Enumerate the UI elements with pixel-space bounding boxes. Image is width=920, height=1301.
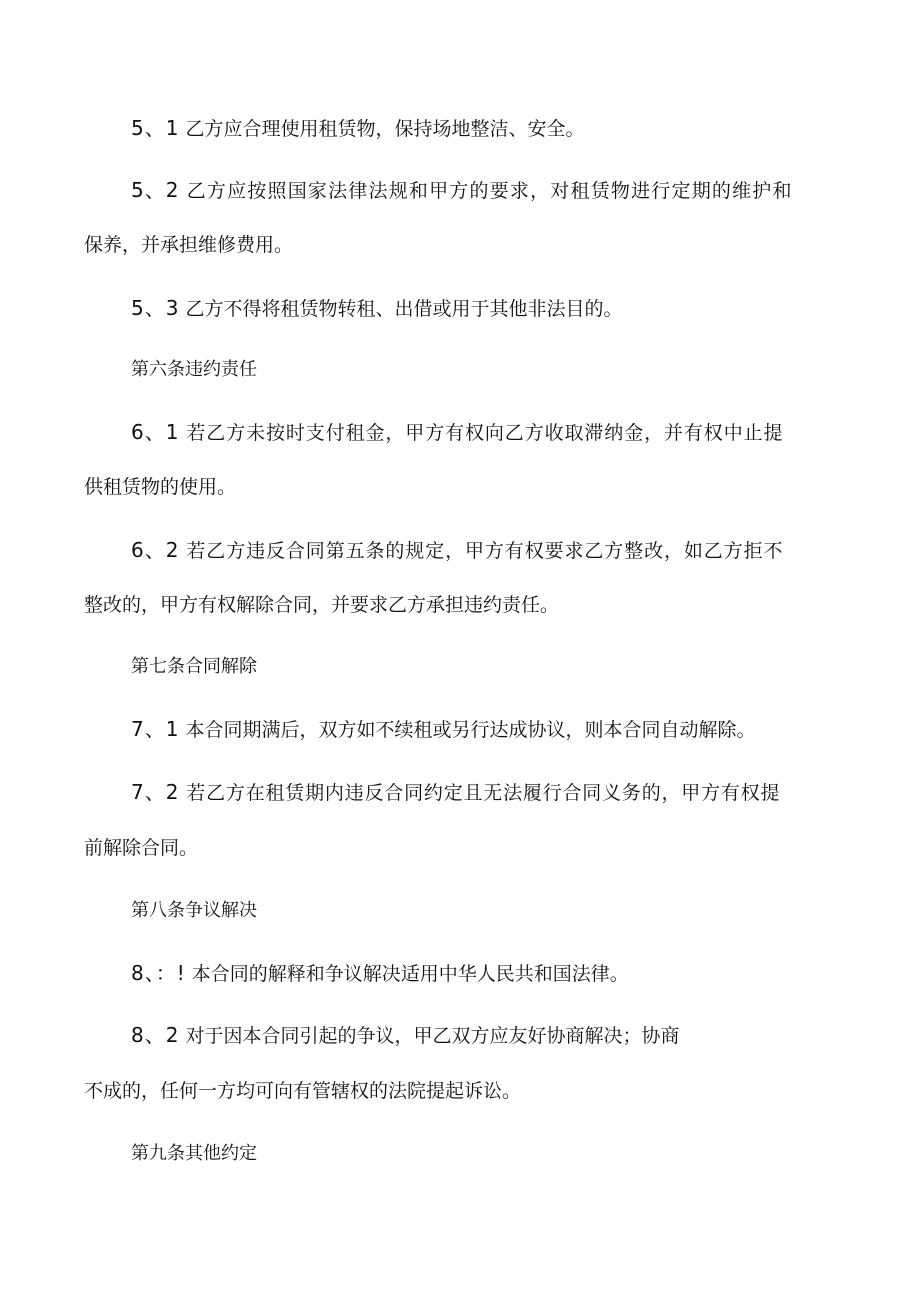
clause-7-1 xyxy=(131,714,756,745)
article-9-heading: 第九条其他约定 xyxy=(131,1143,257,1164)
clause-6-1 xyxy=(131,417,783,448)
clause-number: 6、1 xyxy=(131,420,180,444)
clause-text: 对于因本合同引起的争议，甲乙双方应友好协商解决；协商 xyxy=(185,1025,680,1047)
clause-number: 5、2 xyxy=(131,178,180,202)
clause-text: 若乙方违反合同第五条的规定，甲方有权要求乙方整改，如乙方拒不 xyxy=(186,540,784,562)
clause-number: 6、2 xyxy=(131,538,180,562)
clause-5-1 xyxy=(131,113,585,144)
clause-number: 5、3 xyxy=(131,296,180,320)
clause-8-2 xyxy=(131,1020,680,1051)
clause-5-3 xyxy=(131,293,623,324)
clause-6-2-continuation xyxy=(84,590,559,620)
clause-8-1 xyxy=(131,958,629,989)
clause-text: 前解除合同。 xyxy=(84,837,199,859)
clause-number: 8、：! xyxy=(131,961,186,985)
clause-8-2-continuation xyxy=(84,1076,521,1106)
clause-number: 5、1 xyxy=(131,116,180,140)
clause-number: 8、2 xyxy=(131,1023,180,1047)
clause-text: 乙方应按照国家法律法规和甲方的要求，对租赁物进行定期的维护和 xyxy=(186,180,793,202)
clause-text: 乙方不得将租赁物转租、出借或用于其他非法目的。 xyxy=(185,298,623,320)
article-7-heading: 第七条合同解除 xyxy=(131,656,257,677)
clause-7-2-continuation xyxy=(84,833,198,863)
clause-7-2 xyxy=(131,777,780,808)
clause-5-2 xyxy=(131,175,793,206)
clause-text: 本合同的解释和争议解决适用中华人民共和国法律。 xyxy=(191,963,629,985)
clause-text: 若乙方未按时支付租金，甲方有权向乙方收取滞纳金，并有权中止提 xyxy=(186,422,784,444)
clause-number: 7、2 xyxy=(131,780,180,804)
clause-text: 若乙方在租赁期内违反合同约定且无法履行合同义务的，甲方有权提 xyxy=(186,782,781,804)
clause-text: 本合同期满后，双方如不续租或另行达成协议，则本合同自动解除。 xyxy=(185,719,756,741)
article-8-heading: 第八条争议解决 xyxy=(131,900,257,921)
clause-5-2-continuation xyxy=(84,230,293,260)
clause-number: 7、1 xyxy=(131,717,180,741)
clause-text: 供租赁物的使用。 xyxy=(84,476,237,498)
clause-text: 乙方应合理使用租赁物，保持场地整洁、安全。 xyxy=(185,118,585,140)
article-6-heading: 第六条违约责任 xyxy=(131,359,257,380)
clause-text: 整改的，甲方有权解除合同，并要求乙方承担违约责任。 xyxy=(84,594,560,616)
clause-text: 保养，并承担维修费用。 xyxy=(84,234,294,256)
clause-6-1-continuation xyxy=(84,472,236,502)
clause-text: 不成的，任何一方均可向有管辖权的法院提起诉讼。 xyxy=(84,1080,522,1102)
clause-6-2 xyxy=(131,535,783,566)
